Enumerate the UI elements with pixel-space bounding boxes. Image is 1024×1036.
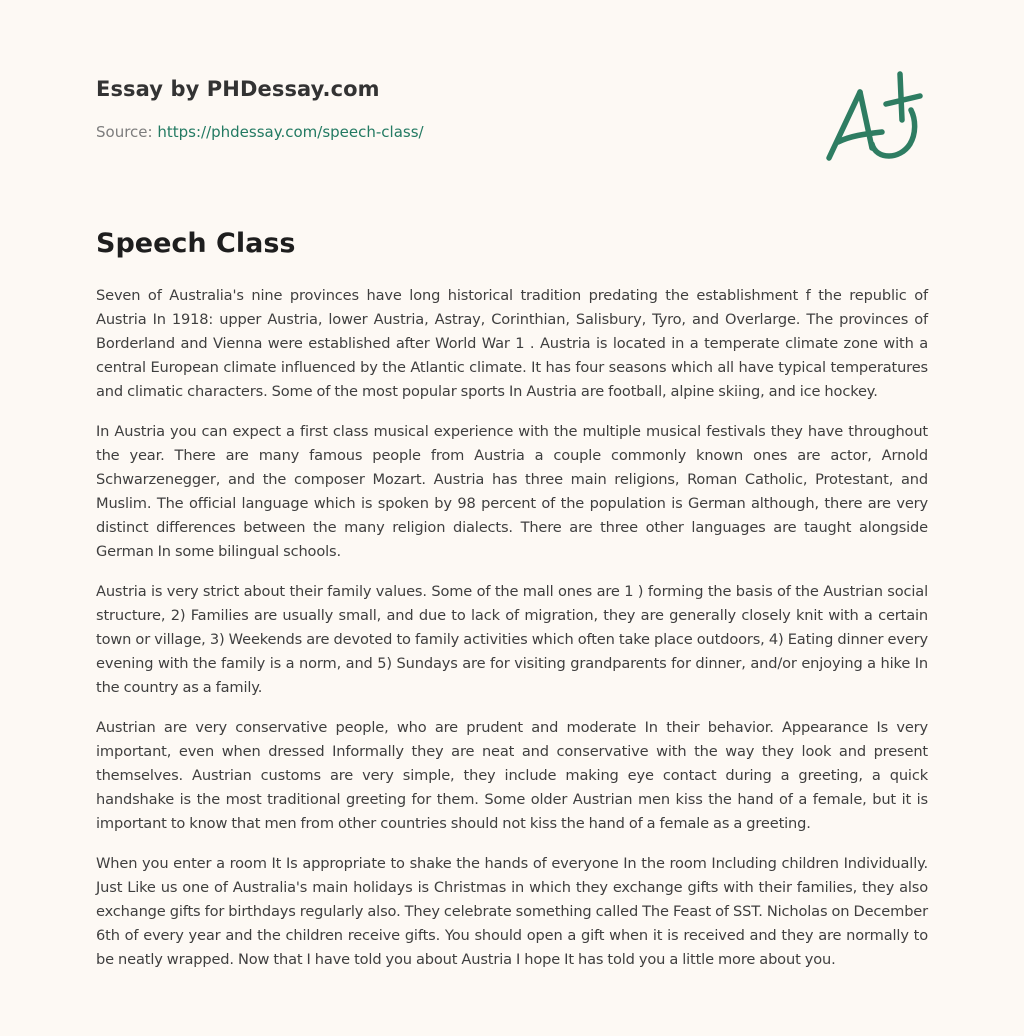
essay-paragraph: Seven of Australia's nine provinces have long historical tradition predating the establishment f the republic of Austria In 1918: upper Austria, lower Austria, Astray, Corinthian, Salisbury, Tyro, and Overlarge. The provinces of Borderland and Vienna were established after World War 1 . Austria is located in a temperate climate zone with a central European climate influenced by the Atlantic climate. It has four seasons which all have typical temperatures and climatic characters. Some of the most popular sports In Austria are football, alpine skiing, and ice hockey. — [96, 287, 928, 400]
site-title: Essay by PHDessay.com — [96, 77, 380, 101]
source-label: Source: — [96, 123, 153, 141]
essay-paragraph: When you enter a room It Is appropriate to shake the hands of everyone In the room Including children Individually. Just Like us one of Australia's main holidays is Christmas in which they exchange gifts with their families, they also exchange gifts for birthdays regularly also. They celebrate something called The Feast of SST. Nicholas on December 6th of every year and the children receive gifts. You should open a gift when it is received and they are normally to be neatly wrapped. Now that I have told you about Austria I hope It has told you a little more about you. — [96, 855, 928, 968]
page-header — [96, 74, 928, 142]
essay-paragraph: In Austria you can expect a first class musical experience with the multiple musical festivals they have throughout the year. There are many famous people from Austria a couple commonly known ones are actor, Arnold Schwarzenegger, and the composer Mozart. Austria has three main religions, Roman Catholic, Protestant, and Muslim. The official language which is spoken by 98 percent of the population is German although, there are very distinct differences between the many religion dialects. There are three other languages are taught alongside German In some bilingual schools. — [96, 423, 928, 560]
essay-body — [96, 284, 928, 988]
essay-title: Speech Class — [96, 228, 296, 259]
source-link[interactable]: https://phdessay.com/speech-class/ — [157, 123, 424, 141]
source-line — [96, 122, 928, 142]
essay-paragraph: Austria is very strict about their family values. Some of the mall ones are 1 ) forming the basis of the Austrian social structure, 2) Families are usually small, and due to lack of migration, they are generally closely knit with a certain town or village, 3) Weekends are devoted to family activities which often take place outdoors, 4) Eating dinner every evening with the family is a norm, and 5) Sundays are for visiting grandparents for dinner, and/or enjoying a hike In the country as a family. — [96, 583, 928, 696]
a-plus-grade-icon — [820, 64, 930, 168]
essay-paragraph: Austrian are very conservative people, who are prudent and moderate In their behavior. Appearance Is very important, even when dressed Informally they are neat and conservative with the way they look and present themselves. Austrian customs are very simple, they include making eye contact during a greeting, a quick handshake is the most traditional greeting for them. Some older Austrian men kiss the hand of a female, but it is important to know that men from other countries should not kiss the hand of a female as a greeting. — [96, 719, 928, 832]
